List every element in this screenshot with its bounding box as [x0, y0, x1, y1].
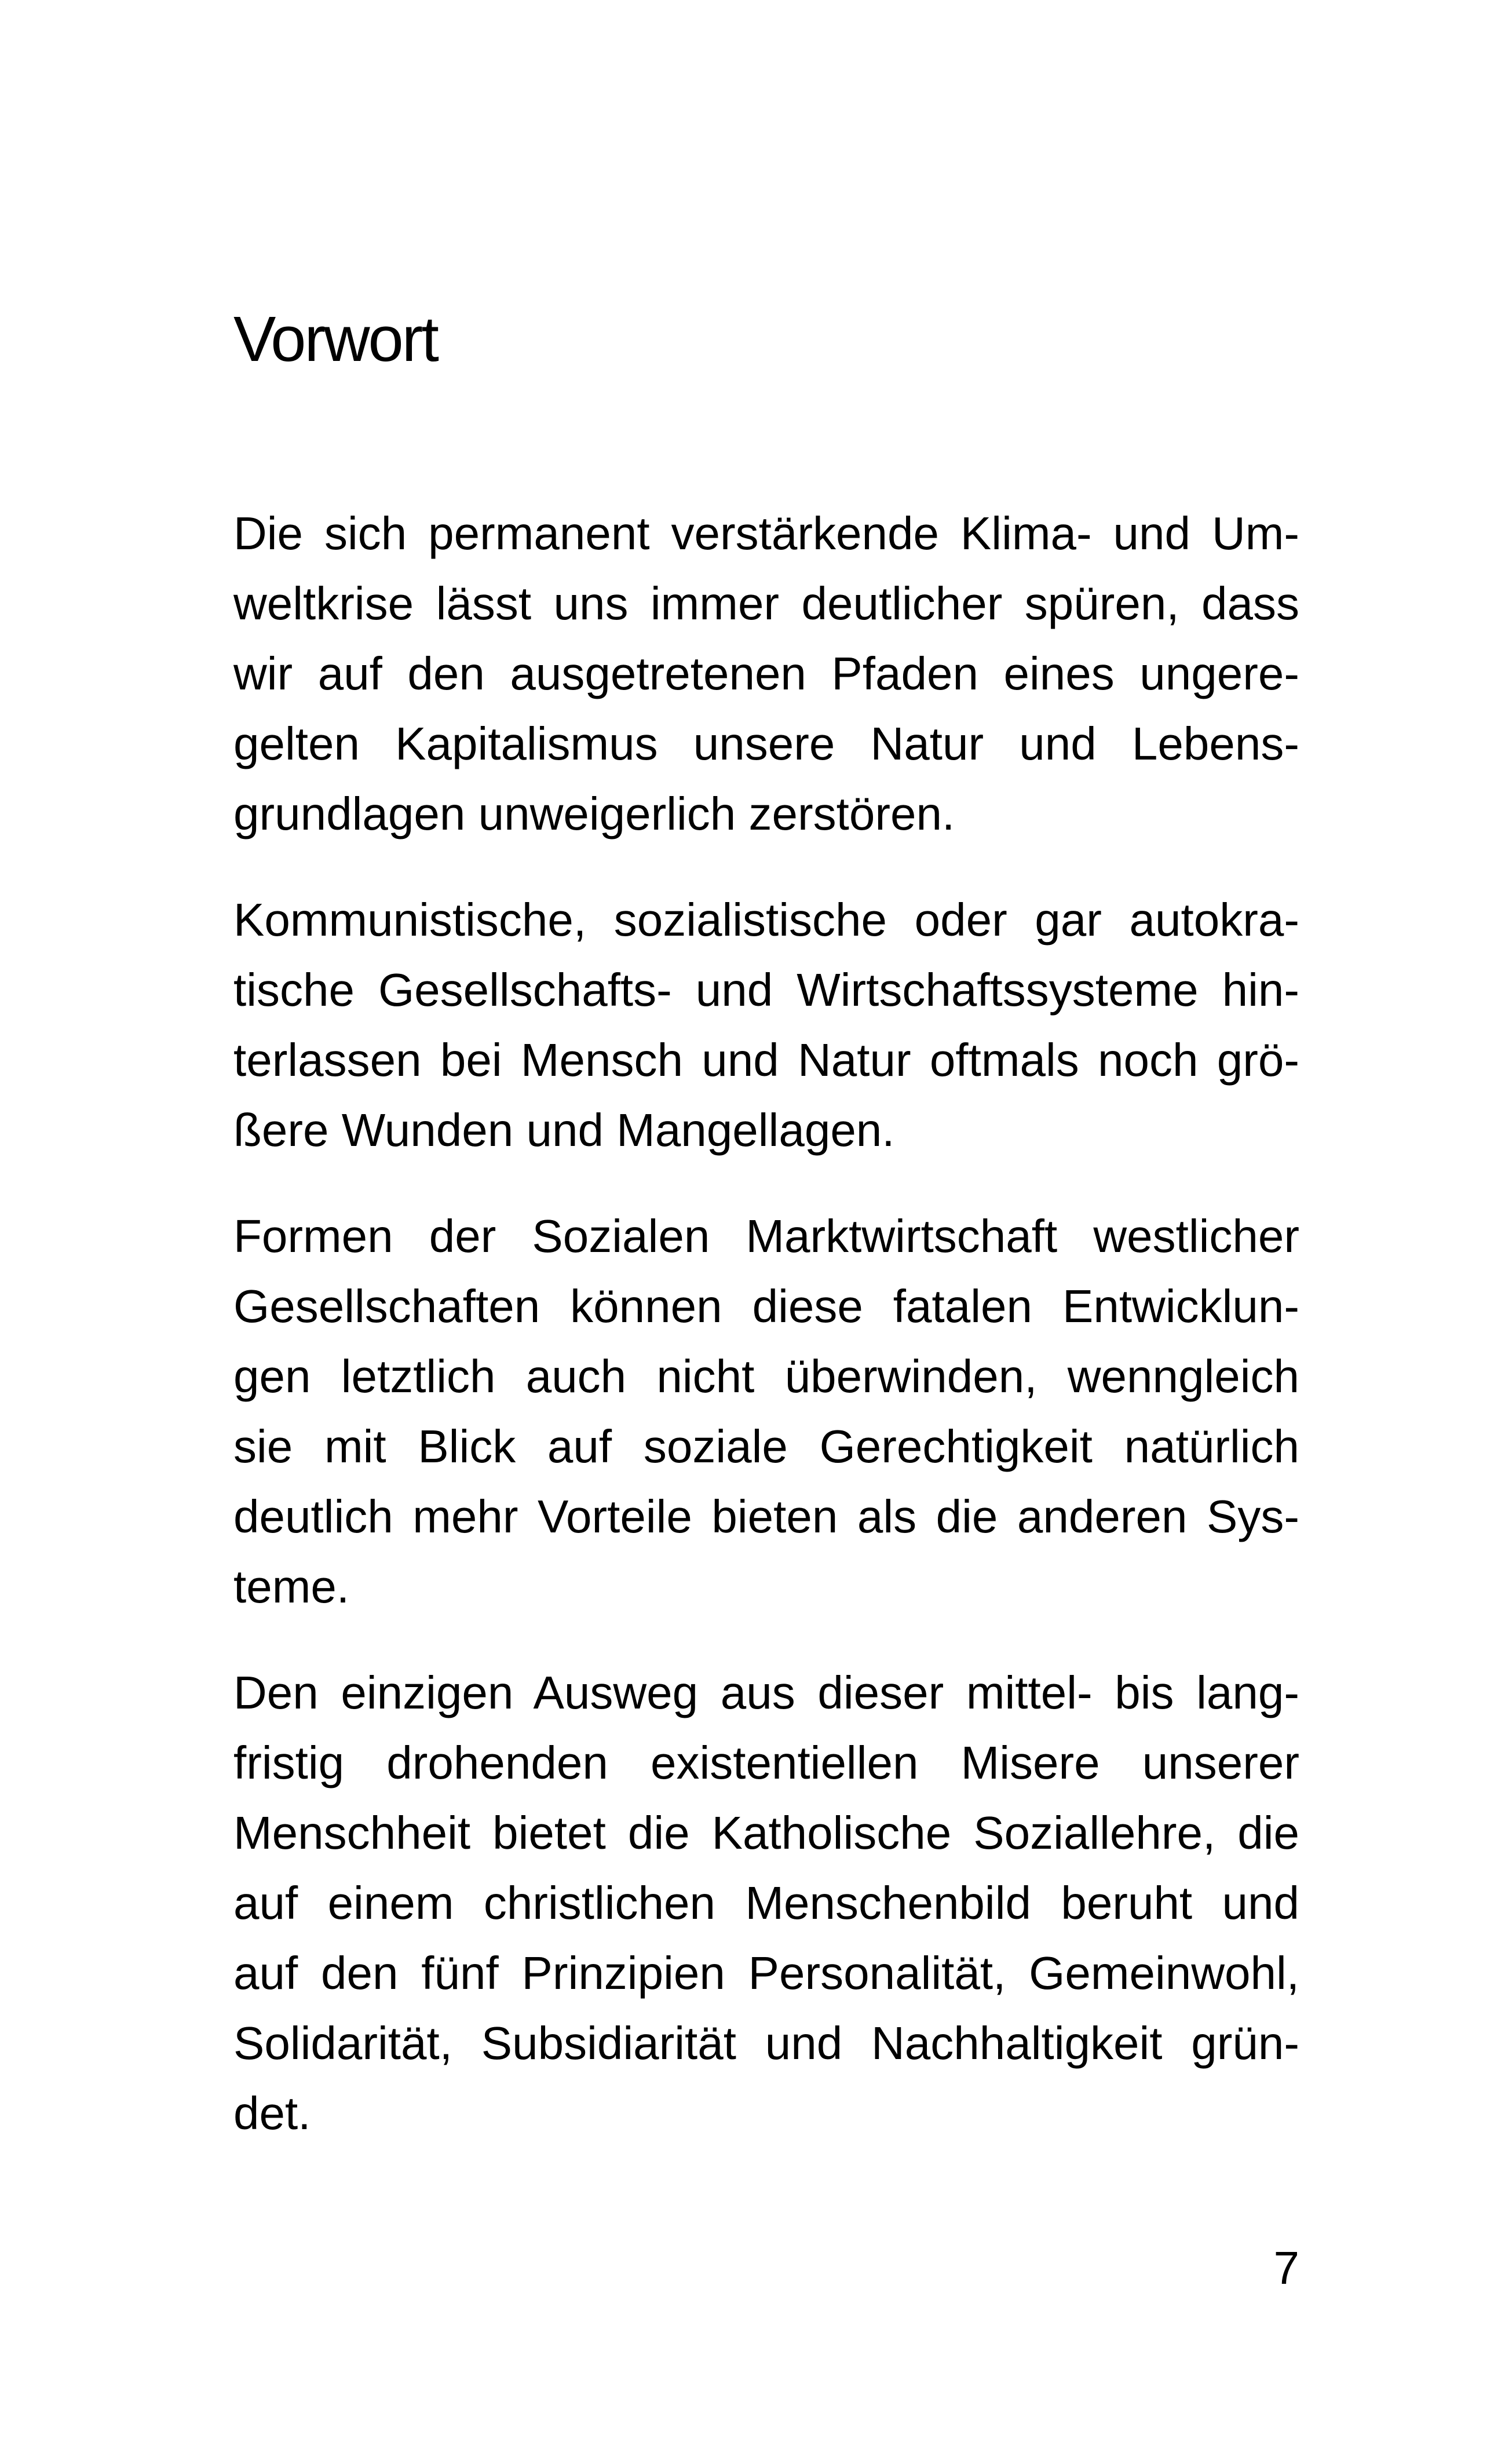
paragraph: [233, 1658, 1299, 2148]
text-line: Solidarität, Subsidiarität und Nachhaltigkeit grün-: [233, 2017, 1299, 2069]
text-line: Gesellschaften können diese fatalen Entwicklun-: [233, 1280, 1299, 1332]
text-line: Formen der Sozialen Marktwirtschaft westlicher: [233, 1210, 1299, 1262]
text-line: det.: [233, 2087, 311, 2139]
text-line: auf den fünf Prinzipien Personalität, Gemeinwohl,: [233, 1947, 1299, 1999]
text-line: terlassen bei Mensch und Natur oftmals noch grö-: [233, 1034, 1299, 1086]
text-line: ßere Wunden und Mangellagen.: [233, 1104, 895, 1156]
text-line: teme.: [233, 1561, 350, 1612]
page-number: 7: [1273, 2242, 1299, 2294]
text-line: grundlagen unweigerlich zerstören.: [233, 788, 955, 839]
paragraph: [233, 885, 1299, 1165]
text-line: deutlich mehr Vorteile bieten als die anderen Sys-: [233, 1491, 1299, 1542]
body-text: [233, 498, 1299, 2184]
text-line: wir auf den ausgetretenen Pfaden eines ungere-: [233, 648, 1299, 699]
text-line: tische Gesellschafts- und Wirtschaftssysteme hin-: [233, 964, 1299, 1016]
text-line: fristig drohenden existentiellen Misere unserer: [233, 1737, 1299, 1788]
text-line: gelten Kapitalismus unsere Natur und Lebens-: [233, 718, 1299, 769]
text-line: Den einzigen Ausweg aus dieser mittel- bis lang-: [233, 1667, 1299, 1718]
paragraph: [233, 498, 1299, 849]
text-line: weltkrise lässt uns immer deutlicher spüren, dass: [233, 578, 1299, 629]
paragraph: [233, 1201, 1299, 1622]
text-line: Kommunistische, sozialistische oder gar autokra-: [233, 894, 1299, 946]
text-line: Menschheit bietet die Katholische Soziallehre, die: [233, 1807, 1299, 1859]
text-line: sie mit Blick auf soziale Gerechtigkeit natürlich: [233, 1421, 1299, 1472]
chapter-heading: Vorwort: [233, 304, 437, 375]
text-line: Die sich permanent verstärkende Klima- und Um-: [233, 508, 1299, 559]
text-line: auf einem christlichen Menschenbild beruht und: [233, 1877, 1299, 1929]
text-line: gen letztlich auch nicht überwinden, wenngleich: [233, 1350, 1299, 1402]
